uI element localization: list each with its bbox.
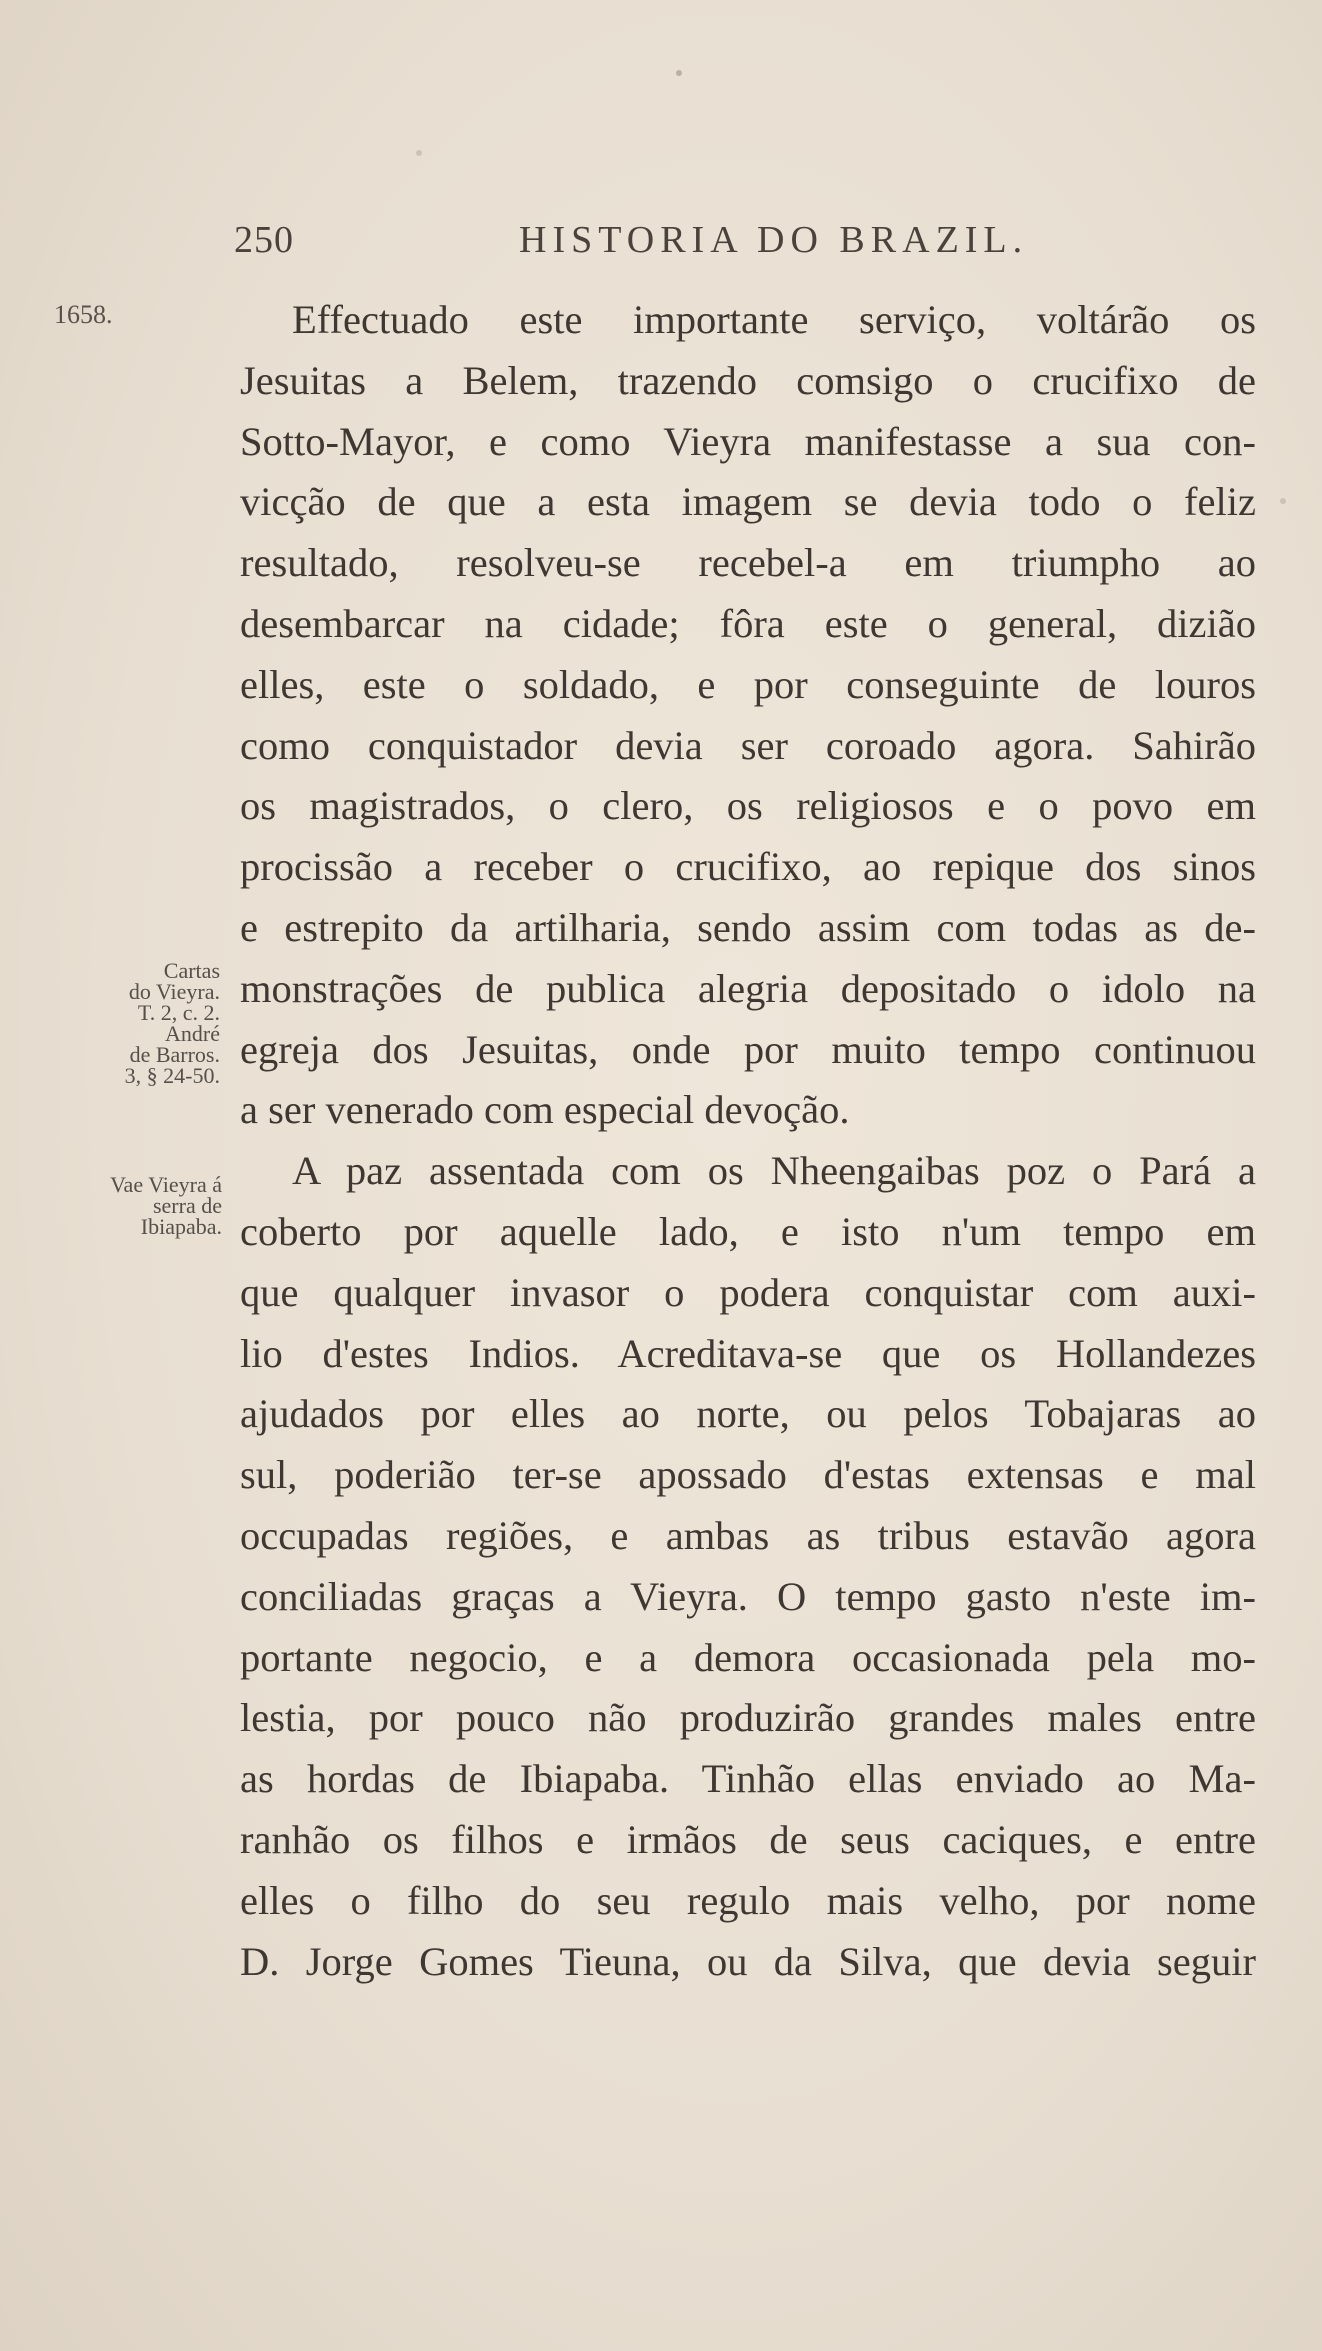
paper-speck [416, 150, 422, 156]
text-line: lestia, por pouco não produzirão grandes males entre [240, 1695, 1256, 1741]
text-line: egreja dos Jesuitas, onde por muito tempo continuou [240, 1026, 1256, 1072]
page-number: 250 [234, 219, 294, 261]
text-line: resultado, resolveu-se recebel-a em triumpho ao [240, 540, 1256, 586]
margin-note-section [2, 1174, 222, 1237]
text-line: A paz assentada com os Nheengaibas poz o Pará a [292, 1148, 1256, 1194]
text-line: Jesuitas a Belem, trazendo comsigo o crucifixo de [240, 357, 1256, 403]
text-line: sul, poderião ter-se apossado d'estas extensas e mal [240, 1452, 1256, 1498]
text-line: coberto por aquelle lado, e isto n'um tempo em [240, 1208, 1256, 1254]
text-line: ranhão os filhos e irmãos de seus caciques, e entre [240, 1816, 1256, 1862]
text-line: Sotto-Mayor, e como Vieyra manifestasse a sua con- [240, 418, 1256, 464]
text-line: elles o filho do seu regulo mais velho, por nome [240, 1877, 1256, 1923]
margin-note-line: T. 2, c. 2. [137, 1000, 220, 1025]
margin-note-line: de Barros. [129, 1042, 220, 1067]
text-line: como conquistador devia ser coroado agora. Sahirão [240, 722, 1256, 768]
running-title: HISTORIA DO BRAZIL. [519, 219, 1029, 261]
text-line: elles, este o soldado, e por conseguinte de louros [240, 661, 1256, 707]
margin-note-line: Vae Vieyra á [110, 1172, 222, 1197]
paper-speck [1280, 498, 1286, 504]
text-line: monstrações de publica alegria depositado o idolo na [240, 965, 1256, 1011]
text-line: vicção de que a esta imagem se devia todo o feliz [240, 479, 1256, 525]
margin-note-sources [40, 960, 220, 1086]
body-text [240, 290, 1256, 1992]
margin-year: 1658. [54, 300, 113, 329]
text-line: ajudados por elles ao norte, ou pelos Tobajaras ao [240, 1391, 1256, 1437]
page-header [234, 218, 1269, 278]
margin-note-line: Ibiapaba. [140, 1214, 222, 1239]
margin-note-line: serra de [152, 1193, 222, 1218]
margin-note-line: do Vieyra. [128, 979, 220, 1004]
margin-note-line: Cartas [163, 958, 220, 983]
text-line: conciliadas graças a Vieyra. O tempo gasto n'este im- [240, 1573, 1256, 1619]
text-line: lio d'estes Indios. Acreditava-se que os Hollandezes [240, 1330, 1256, 1376]
text-line: D. Jorge Gomes Tieuna, ou da Silva, que devia seguir [240, 1938, 1256, 1984]
text-line: occupadas regiões, e ambas as tribus estavão agora [240, 1512, 1256, 1558]
text-line: desembarcar na cidade; fôra este o general, dizião [240, 600, 1256, 646]
text-line: as hordas de Ibiapaba. Tinhão ellas enviado ao Ma- [240, 1756, 1256, 1802]
text-line: a ser venerado com especial devoção. [240, 1087, 850, 1133]
paper-speck [676, 70, 682, 76]
text-line: portante negocio, e a demora occasionada pela mo- [240, 1634, 1256, 1680]
text-line: procissão a receber o crucifixo, ao repique dos sinos [240, 844, 1256, 890]
margin-note-line: 3, § 24-50. [124, 1063, 220, 1088]
text-line: Effectuado este importante serviço, voltárão os [292, 297, 1256, 342]
margin-note-line: André [165, 1021, 220, 1046]
text-line: os magistrados, o clero, os religiosos e o povo em [240, 783, 1256, 829]
text-line: que qualquer invasor o podera conquistar com auxi- [240, 1269, 1256, 1315]
text-line: e estrepito da artilharia, sendo assim com todas as de- [240, 904, 1256, 950]
